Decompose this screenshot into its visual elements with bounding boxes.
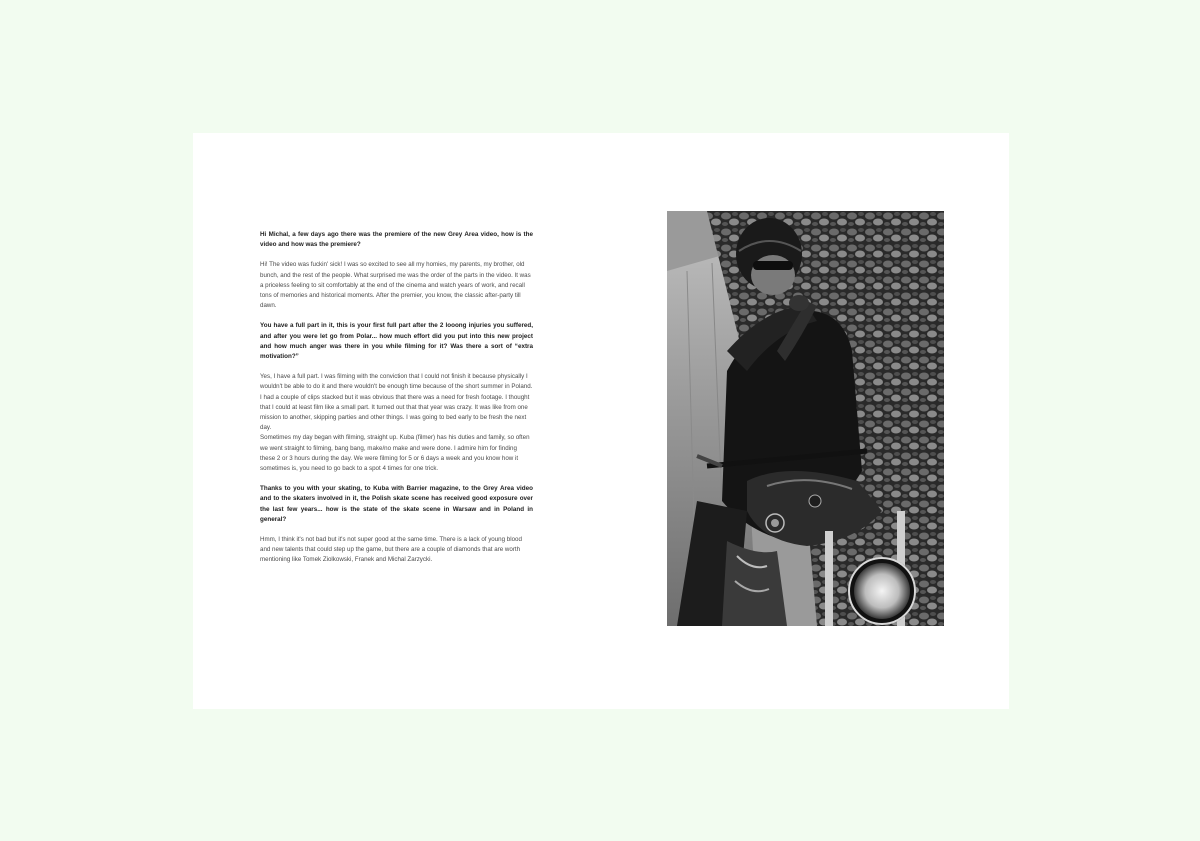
interview-text-column bbox=[260, 230, 533, 576]
motorcycle-rider-photo bbox=[667, 211, 944, 626]
question-1: Hi Michal, a few days ago there was the premiere of the new Grey Area video, how is the video and how was the premiere? bbox=[260, 231, 533, 249]
answer-2-paragraph-2: Sometimes my day began with filming, straight up. Kuba (filmer) has his duties and family, so often we went straight to filming, bang bang, make/no make and were done. I admire him for finding these 2 or 3 hours during the day. We were filming for 5 or 6 days a week and you know how it sometimes is, you need to go back to a spot 4 times for one trick. bbox=[260, 434, 530, 473]
answer-2-paragraph-1: Yes, I have a full part. I was filming with the conviction that I could not finish it because physically I wouldn't be able to do it and there wouldn't be enough time because of the short summer in Poland. I had a couple of clips stacked but it was obvious that there was a need for fresh footage. I thought that I could at least film like a small part. It turned out that that year was crazy. It was like from one mission to another, skipping parties and other things. I was going to bed early to be fresh the next day. bbox=[260, 373, 533, 432]
answer-2 bbox=[260, 372, 533, 474]
answer-1: Hi! The video was fuckin' sick! I was so excited to see all my homies, my parents, my brother, old bunch, and the rest of the people. What surprised me was the order of the parts in the video. It was a priceless feeling to sit comfortably at the end of the cinema and watch years of work, and recall tons of memories and historical moments. After the premier, you know, the classic after-party till dawn. bbox=[260, 261, 531, 310]
question-3: Thanks to you with your skating, to Kuba with Barrier magazine, to the Grey Area video and to the skaters involved in it, the Polish skate scene has received good exposure over the last few years... how is the state of the skate scene in Warsaw and in Poland in general? bbox=[260, 485, 533, 523]
answer-3: Hmm, I think it's not bad but it's not super good at the same time. There is a lack of young blood and new talents that could step up the game, but there are a couple of diamonds that are worth mentioning like Tomek Ziolkowski, Franek and Michal Zarzycki. bbox=[260, 536, 522, 564]
magazine-spread bbox=[193, 133, 1009, 709]
question-2: You have a full part in it, this is your first full part after the 2 looong injuries you suffered, and after you were let go from Polar... how much effort did you put into this new project and how much anger was there in you while filming for it? Was there a sort of “extra motivation?” bbox=[260, 322, 533, 361]
